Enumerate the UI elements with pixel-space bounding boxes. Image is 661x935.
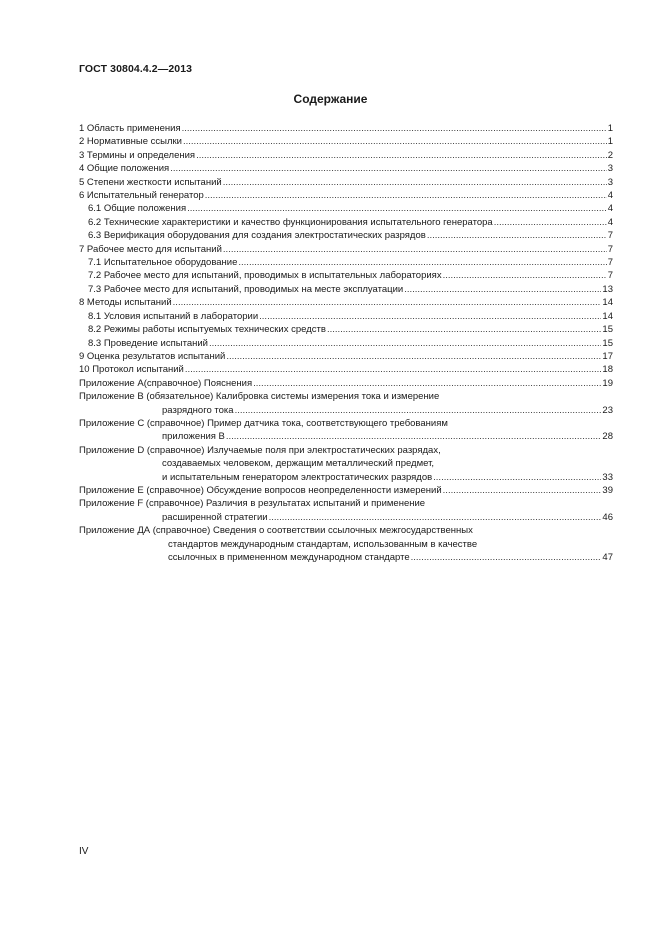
toc-label: Приложение Е (справочное) Обсуждение вопросов неопределенности измерений — [79, 484, 442, 496]
toc-label: 8.1 Условия испытаний в лаборатории — [88, 310, 259, 322]
standard-header: ГОСТ 30804.4.2—2013 — [79, 63, 193, 75]
toc-page: 39 — [602, 484, 613, 496]
toc-entry-1[interactable] — [79, 122, 613, 135]
toc-page: 3 — [607, 163, 613, 175]
toc-page: 1 — [607, 136, 613, 148]
toc-page: 4 — [607, 203, 613, 215]
toc-label: 2 Нормативные ссылки — [79, 136, 182, 148]
toc-page: 15 — [602, 324, 613, 336]
toc-entry-7-1[interactable] — [79, 256, 613, 269]
toc-entry-appendix-a[interactable] — [79, 377, 613, 390]
toc-entry-appendix-f[interactable] — [79, 497, 613, 524]
toc-entry-2[interactable] — [79, 135, 613, 148]
toc-label: 7 Рабочее место для испытаний — [79, 243, 222, 255]
toc-page: 14 — [602, 297, 613, 309]
toc-label-line: приложения В — [162, 431, 225, 443]
toc-entry-3[interactable] — [79, 149, 613, 162]
toc-label: 8.3 Проведение испытаний — [88, 337, 208, 349]
toc-page: 7 — [607, 257, 613, 269]
toc-label: Приложение А(справочное) Пояснения — [79, 377, 253, 389]
toc-entry-8-1[interactable] — [79, 310, 613, 323]
table-of-contents — [79, 122, 613, 564]
toc-entry-6-3[interactable] — [79, 229, 613, 242]
toc-page: 15 — [602, 337, 613, 349]
toc-label-line: расширенной стратегии — [162, 511, 268, 523]
toc-entry-appendix-b[interactable] — [79, 390, 613, 417]
toc-label: 6.1 Общие положения — [88, 203, 187, 215]
toc-entry-5[interactable] — [79, 176, 613, 189]
toc-page: 2 — [607, 149, 613, 161]
toc-entry-8[interactable] — [79, 296, 613, 309]
toc-page: 7 — [607, 230, 613, 242]
toc-page: 3 — [607, 176, 613, 188]
toc-entry-8-3[interactable] — [79, 337, 613, 350]
toc-label: 9 Оценка результатов испытаний — [79, 350, 226, 362]
toc-entry-appendix-da[interactable] — [79, 524, 613, 564]
toc-entry-appendix-e[interactable] — [79, 484, 613, 497]
page-number: IV — [79, 846, 89, 857]
toc-label: 7.3 Рабочее место для испытаний, проводимых на месте эксплуатации — [88, 283, 404, 295]
toc-label: 6 Испытательный генератор — [79, 190, 204, 202]
toc-entry-7-3[interactable] — [79, 283, 613, 296]
toc-page: 1 — [607, 123, 613, 134]
toc-entry-6[interactable] — [79, 189, 613, 202]
toc-label: 5 Степени жесткости испытаний — [79, 176, 222, 188]
toc-label-line: Приложение С (справочное) Пример датчика тока, соответствующего требованиям — [79, 417, 448, 429]
toc-entry-6-1[interactable] — [79, 202, 613, 215]
toc-entry-9[interactable] — [79, 350, 613, 363]
toc-entry-appendix-c[interactable] — [79, 417, 613, 444]
toc-entry-7-2[interactable] — [79, 269, 613, 282]
toc-entry-8-2[interactable] — [79, 323, 613, 336]
toc-label-line: Приложение D (справочное) Излучаемые поля при электростатических разрядах, — [79, 444, 441, 456]
toc-label-line: и испытательным генератором электростатических разрядов — [162, 471, 433, 483]
toc-label: 8.2 Режимы работы испытуемых технических средств — [88, 324, 326, 336]
toc-label-line: Приложение F (справочное) Различия в результатах испытаний и применение — [79, 498, 426, 510]
toc-entry-appendix-d[interactable] — [79, 444, 613, 484]
toc-page: 47 — [602, 552, 613, 563]
toc-page: 28 — [602, 431, 613, 443]
toc-page: 17 — [602, 350, 613, 362]
toc-label: 7.1 Испытательное оборудование — [88, 257, 238, 269]
toc-page: 19 — [602, 377, 613, 389]
toc-entry-4[interactable] — [79, 162, 613, 175]
toc-page: 33 — [602, 471, 613, 483]
toc-label-line: разрядного тока — [162, 404, 234, 416]
toc-entry-7[interactable] — [79, 243, 613, 256]
toc-label: 10 Протокол испытаний — [79, 364, 184, 376]
toc-page: 7 — [607, 243, 613, 255]
toc-entry-10[interactable] — [79, 363, 613, 376]
toc-page: 13 — [602, 283, 613, 295]
toc-page: 4 — [607, 190, 613, 202]
toc-label: 6.3 Верификация оборудования для создания электростатических разрядов — [88, 230, 426, 242]
toc-title: Содержание — [293, 92, 368, 106]
toc-label: 1 Область применения — [79, 123, 181, 134]
toc-label: 7.2 Рабочее место для испытаний, проводимых в испытательных лабораториях — [88, 270, 442, 282]
toc-label-line: ссылочных в примененном международном стандарте — [168, 552, 410, 563]
toc-label-line: создаваемых человеком, держащим металлический предмет, — [162, 458, 435, 470]
toc-page: 4 — [607, 216, 613, 228]
toc-label: 4 Общие положения — [79, 163, 170, 175]
toc-label: 3 Термины и определения — [79, 149, 196, 161]
toc-label-line: Приложение В (обязательное) Калибровка системы измерения тока и измерение — [79, 391, 440, 403]
toc-label-line: стандартов международным стандартам, использованным в качестве — [168, 538, 478, 550]
toc-label-line: Приложение ДА (справочное) Сведения о соответствии ссылочных межгосударственных — [79, 525, 473, 537]
toc-label: 8 Методы испытаний — [79, 297, 172, 309]
toc-page: 18 — [602, 364, 613, 376]
toc-page: 7 — [607, 270, 613, 282]
toc-page: 14 — [602, 310, 613, 322]
toc-page: 23 — [602, 404, 613, 416]
toc-page: 46 — [602, 511, 613, 523]
toc-entry-6-2[interactable] — [79, 216, 613, 229]
toc-label: 6.2 Технические характеристики и качество функционирования испытательного генератора — [88, 216, 493, 228]
